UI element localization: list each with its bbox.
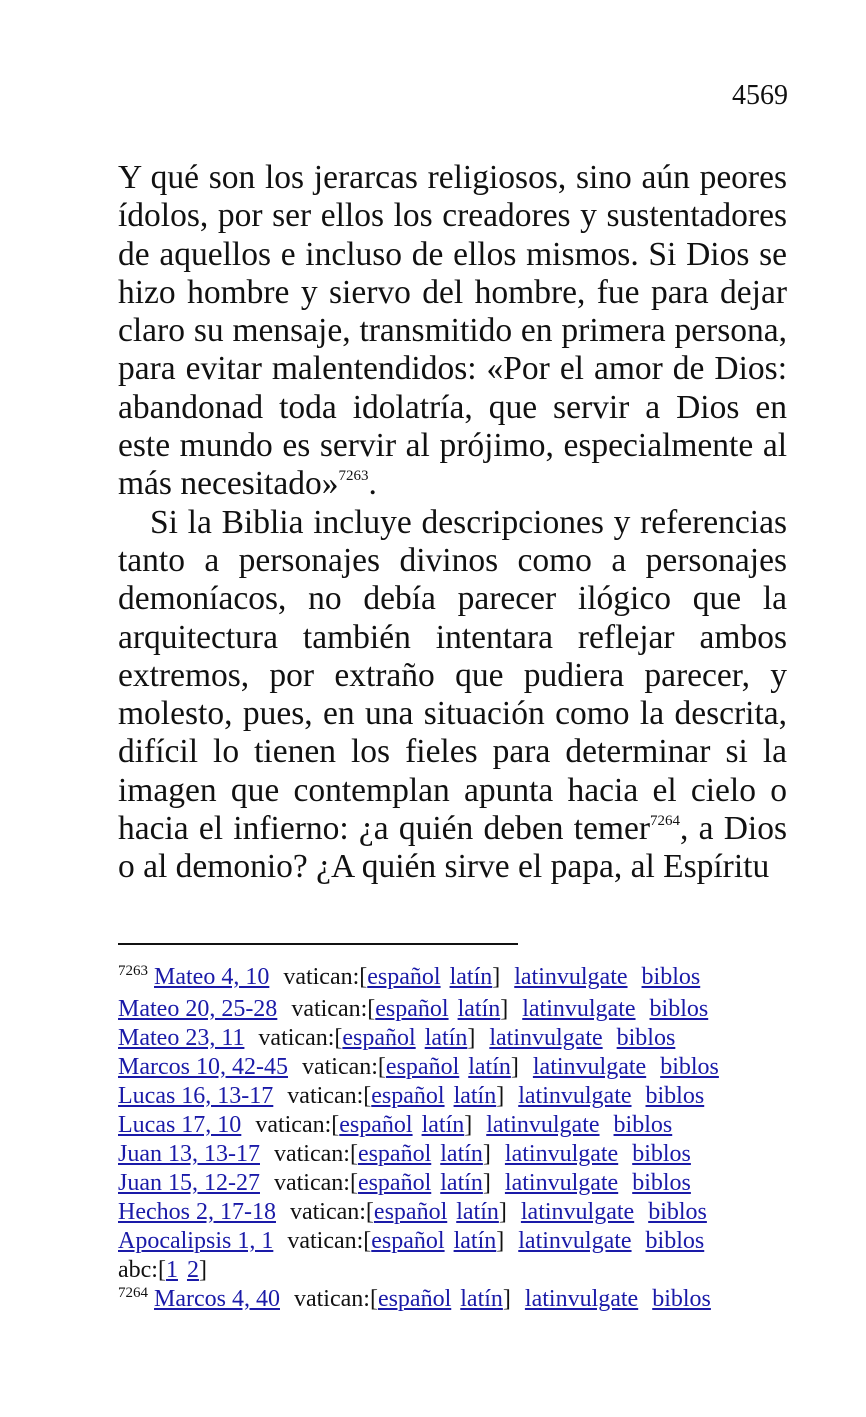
paragraph-2 [118,504,787,887]
latin-link[interactable]: latín [456,1199,499,1225]
paragraph-1 [118,159,787,504]
latinvulgate-link[interactable]: latinvulgate [532,1054,647,1080]
footnote-mark: 7263 [118,963,148,979]
abc-link-1[interactable]: 1 [165,1257,178,1283]
abc-line [118,1256,818,1285]
espanol-link[interactable]: español [357,1170,432,1196]
bracket-close: ] [492,964,501,990]
footnote-separator [118,943,518,945]
latin-link[interactable]: latín [457,996,501,1022]
latin-link[interactable]: latín [460,1286,503,1312]
latinvulgate-link[interactable]: latinvulgate [518,1228,632,1254]
latinvulgate-link[interactable]: latinvulgate [504,1141,619,1167]
page-number: 4569 [732,80,788,111]
biblos-link[interactable]: biblos [632,1170,691,1196]
vatican-label: vatican:[ [293,1286,378,1312]
paragraph-2-tail: , a Dios o al demonio? ¿A quién sirve el papa, al Espíritu [118,810,787,886]
abc-label: abc:[ [118,1257,166,1283]
latinvulgate-link[interactable]: latinvulgate [504,1170,619,1196]
latin-link[interactable]: latín [424,1025,468,1051]
espanol-link[interactable]: español [377,1286,452,1312]
bracket-close: ] [510,1054,519,1080]
vatican-label: vatican:[ [273,1170,358,1196]
bible-ref-link[interactable]: Apocalipsis 1, 1 [118,1228,274,1254]
bracket-close: ] [467,1025,476,1051]
vatican-label: vatican:[ [287,1083,372,1109]
espanol-link[interactable]: español [385,1054,460,1080]
latin-link[interactable]: latín [449,964,493,990]
espanol-link[interactable]: español [375,996,449,1022]
espanol-link[interactable]: español [342,1025,416,1051]
biblos-link[interactable]: biblos [613,1112,673,1138]
latinvulgate-link[interactable]: latinvulgate [514,964,628,990]
bracket-close: ] [464,1112,473,1138]
footnote-line [118,1198,818,1227]
espanol-link[interactable]: español [339,1112,413,1138]
paragraph-2-text: Si la Biblia incluye descripciones y referencias tanto a personajes divinos como a personajes demoníacos, no debía parecer ilógico que la arquitectura también intentara reflejar ambos extremos, por extraño que pudiera parecer, y molesto, pues, en una situación como la descrita, difícil lo tienen los fieles para determinar si la imagen que contemplan apunta hacia el cielo o hacia el infierno: ¿a quién deben temer [118,503,787,848]
bible-ref-link[interactable]: Lucas 17, 10 [118,1112,242,1138]
bracket-close: ] [496,1228,505,1254]
bracket-close: ] [502,1286,511,1312]
espanol-link[interactable]: español [371,1228,445,1254]
paragraph-1-tail: . [368,465,377,503]
vatican-label: vatican:[ [287,1228,372,1254]
vatican-label: vatican:[ [273,1141,358,1167]
vatican-label: vatican:[ [289,1199,374,1225]
bracket-close: ] [482,1141,491,1167]
biblos-link[interactable]: biblos [632,1141,691,1167]
bracket-close: ] [496,1083,505,1109]
biblos-link[interactable]: biblos [648,1199,707,1225]
bible-ref-link[interactable]: Mateo 23, 11 [118,1025,245,1051]
footnote-ref-7264[interactable]: 7264 [650,813,680,830]
biblos-link[interactable]: biblos [641,964,701,990]
biblos-link[interactable]: biblos [660,1054,719,1080]
latinvulgate-link[interactable]: latinvulgate [486,1112,600,1138]
biblos-link[interactable]: biblos [645,1083,705,1109]
bible-ref-link[interactable]: Juan 15, 12-27 [118,1170,260,1196]
footnote-ref-7263[interactable]: 7263 [338,468,369,485]
espanol-link[interactable]: español [357,1141,432,1167]
latin-link[interactable]: latín [453,1083,497,1109]
bracket-close: ] [198,1257,207,1283]
footnote-line [118,1285,818,1317]
footnote-line [118,995,818,1024]
bible-ref-link[interactable]: Marcos 10, 42-45 [118,1054,288,1080]
latin-link[interactable]: latín [421,1112,465,1138]
latin-link[interactable]: latín [453,1228,497,1254]
body-text [118,159,787,887]
footnote-mark: 7264 [118,1285,148,1301]
bible-ref-link[interactable]: Mateo 4, 10 [154,964,270,990]
vatican-label: vatican:[ [258,1025,343,1051]
bible-ref-link[interactable]: Lucas 16, 13-17 [118,1083,274,1109]
latin-link[interactable]: latín [468,1054,511,1080]
footnote-line [118,1024,818,1053]
footnote-line [118,1111,818,1140]
abc-link-2[interactable]: 2 [186,1257,199,1283]
vatican-label: vatican:[ [301,1054,386,1080]
latinvulgate-link[interactable]: latinvulgate [520,1199,635,1225]
vatican-label: vatican:[ [255,1112,340,1138]
bracket-close: ] [498,1199,507,1225]
biblos-link[interactable]: biblos [649,996,709,1022]
espanol-link[interactable]: español [371,1083,445,1109]
latinvulgate-link[interactable]: latinvulgate [524,1286,639,1312]
footnote-line [118,1169,818,1198]
espanol-link[interactable]: español [367,964,441,990]
footnote-line [118,1082,818,1111]
bible-ref-link[interactable]: Marcos 4, 40 [154,1286,280,1312]
latinvulgate-link[interactable]: latinvulgate [489,1025,603,1051]
bible-ref-link[interactable]: Hechos 2, 17-18 [118,1199,276,1225]
footnote-line [118,1053,818,1082]
footnotes [118,963,818,1317]
biblos-link[interactable]: biblos [616,1025,676,1051]
vatican-label: vatican:[ [283,964,368,990]
bracket-close: ] [500,996,509,1022]
latinvulgate-link[interactable]: latinvulgate [518,1083,632,1109]
latinvulgate-link[interactable]: latinvulgate [522,996,636,1022]
latin-link[interactable]: latín [440,1170,483,1196]
bracket-close: ] [482,1170,491,1196]
biblos-link[interactable]: biblos [645,1228,705,1254]
vatican-label: vatican:[ [291,996,376,1022]
latin-link[interactable]: latín [440,1141,483,1167]
bible-ref-link[interactable]: Mateo 20, 25-28 [118,996,278,1022]
espanol-link[interactable]: español [373,1199,448,1225]
footnote-line [118,963,818,995]
bible-ref-link[interactable]: Juan 13, 13-17 [118,1141,260,1167]
footnote-line [118,1140,818,1169]
footnote-line [118,1227,818,1256]
paragraph-1-text: Y qué son los jerarcas religiosos, sino aún peores ídolos, por ser ellos los creadores y sustentadores de aquellos e incluso de ellos mismos. Si Dios se hizo hombre y siervo del hombre, fue para dejar claro su mensaje, transmitido en primera persona, para evitar malentendidos: «Por el amor de Dios: abandonad toda idolatría, que servir a Dios en este mundo es servir al prójimo, especialmente al más necesitado» [118,159,787,503]
biblos-link[interactable]: biblos [652,1286,711,1312]
